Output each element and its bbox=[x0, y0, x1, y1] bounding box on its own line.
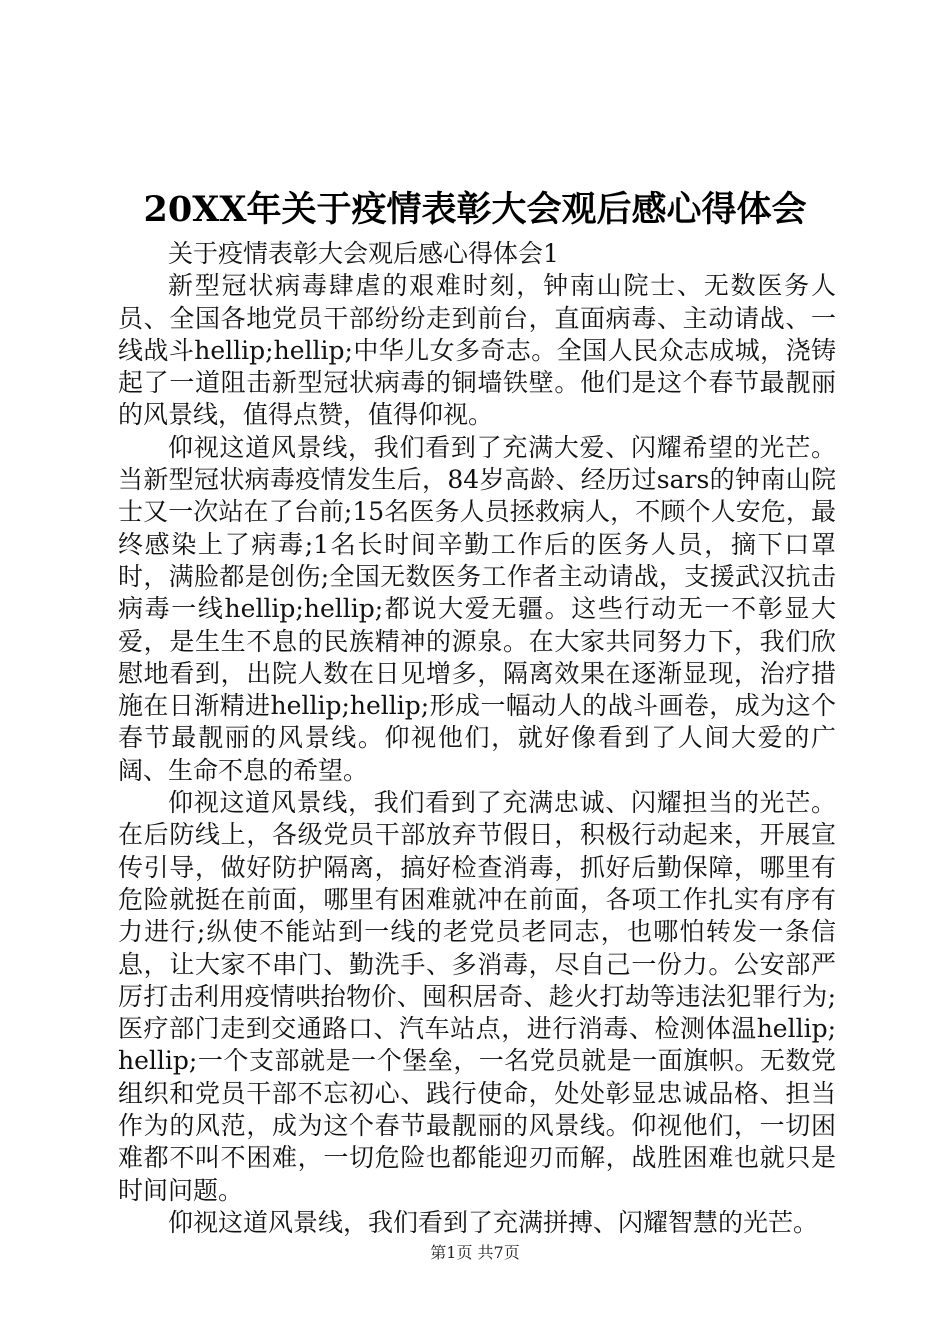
paragraph-3: 仰视这道风景线，我们看到了充满忠诚、闪耀担当的光芒。在后防线上，各级党员干部放弃节假日，积极行动起来，开展宣传引导，做好防护隔离，搞好检查消毒，抓好后勤保障，哪里有危险就挺在前面，哪里有困难就冲在前面，各项工作扎实有序有力进行;纵使不能站到一线的老党员老同志，也哪怕转发一条信息，让大家不串门、勤洗手、多消毒，尽自己一份力。公安部严厉打击利用疫情哄抬物价、囤积居奇、趁火打劫等违法犯罪行为;医疗部门走到交通路口、汽车站点，进行消毒、检测体温hellip;hellip;一个支部就是一个堡垒，一名党员就是一面旗帜。无数党组织和党员干部不忘初心、践行使命，处处彰显忠诚品格、担当作为的风范，成为这个春节最靓丽的风景线。仰视他们，一切困难都不叫不困难，一切危险也都能迎刃而解，战胜困难也就只是时间问题。 bbox=[118, 788, 836, 1205]
paragraph-4: 仰视这道风景线，我们看到了充满拼搏、闪耀智慧的光芒。 bbox=[168, 1207, 819, 1237]
document-body bbox=[118, 238, 836, 1239]
paragraph-2: 仰视这道风景线，我们看到了充满大爱、闪耀希望的光芒。当新型冠状病毒疫情发生后，84岁高龄、经历过sars的钟南山院士又一次站在了台前;15名医务人员拯救病人，不顾个人安危，最终感染上了病毒;1名长时间辛勤工作后的医务人员，摘下口罩时，满脸都是创伤;全国无数医务工作者主动请战，支援武汉抗击病毒一线hellip;hellip;都说大爱无疆。这些行动无一不彰显大爱，是生生不息的民族精神的源泉。在大家共同努力下，我们欣慰地看到，出院人数在日见增多，隔离效果在逐渐显现，治疗措施在日渐精进hellip;hellip;形成一幅动人的战斗画卷，成为这个春节最靓丽的风景线。仰视他们，就好像看到了人间大爱的广阔、生命不息的希望。 bbox=[118, 432, 836, 785]
page-number-footer: 第1页 共7页 bbox=[430, 1243, 520, 1262]
paragraph-subtitle: 关于疫情表彰大会观后感心得体会1 bbox=[168, 239, 559, 268]
document-title: 20XX年关于疫情表彰大会观后感心得体会 bbox=[143, 189, 807, 230]
paragraph-1: 新型冠状病毒肆虐的艰难时刻，钟南山院士、无数医务人员、全国各地党员干部纷纷走到前台，直面病毒、主动请战、一线战斗hellip;hellip;中华儿女多奇志。全国人民众志成城，浇铸起了一道阻击新型冠状病毒的铜墙铁壁。他们是这个春节最靓丽的风景线，值得点赞，值得仰视。 bbox=[118, 271, 836, 430]
